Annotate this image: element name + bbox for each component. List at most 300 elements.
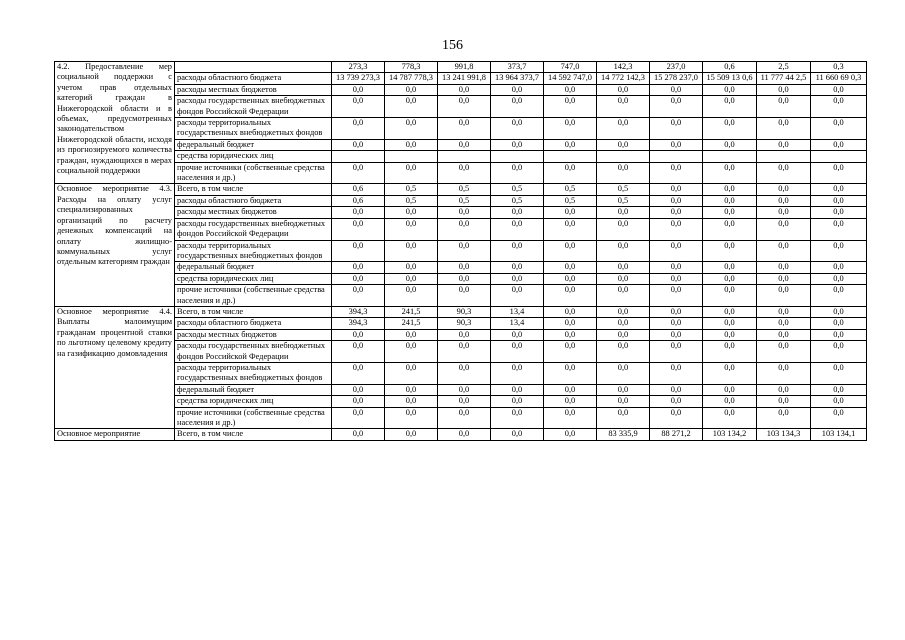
value-cell: 0,0: [597, 362, 650, 384]
value-cell: 0,0: [703, 207, 757, 218]
value-cell: 0,0: [703, 273, 757, 284]
value-cell: 0,0: [650, 273, 703, 284]
value-cell: 103 134,3: [757, 429, 811, 440]
value-cell: 0,0: [597, 329, 650, 340]
value-cell: 0,0: [385, 96, 438, 118]
value-cell: 0,0: [332, 118, 385, 140]
value-cell: 0,0: [757, 162, 811, 184]
value-cell: 0,0: [438, 207, 491, 218]
value-cell: 0,0: [650, 329, 703, 340]
value-cell: [757, 151, 811, 162]
value-cell: [332, 151, 385, 162]
value-cell: 0,0: [385, 362, 438, 384]
value-cell: 0,0: [385, 429, 438, 440]
page-number: 156: [442, 38, 463, 53]
value-cell: 2,5: [757, 62, 811, 73]
table-row: [55, 329, 867, 340]
value-cell: 0,5: [491, 184, 544, 195]
budget-table-body: [55, 62, 867, 441]
value-cell: 0,0: [385, 118, 438, 140]
value-cell: 0,0: [811, 306, 867, 317]
value-cell: 0,0: [385, 285, 438, 307]
value-cell: 0,0: [491, 429, 544, 440]
value-cell: 0,0: [703, 218, 757, 240]
value-cell: 0,0: [650, 318, 703, 329]
table-row: [55, 96, 867, 118]
value-cell: 0,0: [332, 162, 385, 184]
value-cell: [385, 151, 438, 162]
value-cell: 0,6: [332, 195, 385, 206]
funding-source-cell: [175, 62, 332, 73]
value-cell: 0,0: [757, 341, 811, 363]
value-cell: 0,0: [544, 362, 597, 384]
value-cell: 0,0: [385, 341, 438, 363]
value-cell: 0,0: [757, 240, 811, 262]
value-cell: 13 739 273,3: [332, 73, 385, 84]
value-cell: 90,3: [438, 306, 491, 317]
value-cell: 0,0: [491, 139, 544, 150]
table-row: [55, 341, 867, 363]
value-cell: 0,0: [332, 240, 385, 262]
value-cell: 0,5: [385, 184, 438, 195]
value-cell: [650, 151, 703, 162]
value-cell: 0,0: [650, 306, 703, 317]
value-cell: 0,5: [597, 184, 650, 195]
value-cell: 0,0: [811, 162, 867, 184]
value-cell: 0,0: [438, 162, 491, 184]
value-cell: 0,5: [544, 195, 597, 206]
value-cell: 0,0: [491, 341, 544, 363]
value-cell: 0,0: [438, 341, 491, 363]
value-cell: 0,0: [757, 318, 811, 329]
value-cell: 0,0: [650, 84, 703, 95]
value-cell: 0,0: [544, 285, 597, 307]
value-cell: 0,5: [438, 195, 491, 206]
value-cell: 373,7: [491, 62, 544, 73]
value-cell: 0,0: [332, 207, 385, 218]
funding-source-cell: прочие источники (собственные средства населения и др.): [175, 285, 332, 307]
value-cell: 991,8: [438, 62, 491, 73]
value-cell: 0,5: [491, 195, 544, 206]
value-cell: 0,0: [757, 96, 811, 118]
table-row: [55, 84, 867, 95]
value-cell: 0,0: [811, 341, 867, 363]
value-cell: 0,0: [597, 118, 650, 140]
value-cell: 0,0: [811, 362, 867, 384]
funding-source-cell: средства юридических лиц: [175, 273, 332, 284]
value-cell: 0,0: [703, 118, 757, 140]
value-cell: 0,0: [650, 362, 703, 384]
budget-table: [54, 61, 867, 441]
table-row: [55, 396, 867, 407]
value-cell: 0,0: [438, 396, 491, 407]
value-cell: 0,0: [385, 384, 438, 395]
value-cell: 0,0: [650, 384, 703, 395]
value-cell: 0,0: [597, 396, 650, 407]
value-cell: 0,0: [491, 162, 544, 184]
value-cell: 0,0: [811, 96, 867, 118]
value-cell: 0,0: [597, 240, 650, 262]
value-cell: 0,0: [703, 362, 757, 384]
value-cell: 0,0: [703, 285, 757, 307]
value-cell: 0,0: [438, 285, 491, 307]
value-cell: 0,0: [332, 396, 385, 407]
value-cell: 13,4: [491, 306, 544, 317]
value-cell: 0,0: [650, 341, 703, 363]
value-cell: 0,0: [491, 285, 544, 307]
value-cell: 0,0: [544, 273, 597, 284]
funding-source-cell: расходы местных бюджетов: [175, 84, 332, 95]
value-cell: 0,0: [544, 84, 597, 95]
value-cell: 0,0: [544, 207, 597, 218]
value-cell: 0,0: [385, 139, 438, 150]
value-cell: 0,0: [385, 240, 438, 262]
funding-source-cell: расходы государственных внебюджетных фондов Российской Федерации: [175, 341, 332, 363]
value-cell: 0,0: [438, 139, 491, 150]
value-cell: 0,0: [811, 329, 867, 340]
value-cell: 0,0: [650, 396, 703, 407]
value-cell: 0,5: [438, 184, 491, 195]
funding-source-cell: средства юридических лиц: [175, 151, 332, 162]
value-cell: 0,0: [811, 262, 867, 273]
value-cell: 0,0: [491, 407, 544, 429]
value-cell: 83 335,9: [597, 429, 650, 440]
value-cell: 0,0: [811, 207, 867, 218]
value-cell: 0,0: [332, 262, 385, 273]
value-cell: 0,0: [703, 318, 757, 329]
funding-source-cell: прочие источники (собственные средства населения и др.): [175, 162, 332, 184]
value-cell: 0,0: [811, 318, 867, 329]
value-cell: 0,0: [757, 396, 811, 407]
table-row: [55, 262, 867, 273]
value-cell: 142,3: [597, 62, 650, 73]
value-cell: 0,6: [703, 62, 757, 73]
value-cell: 103 134,1: [811, 429, 867, 440]
measure-name-cell: 4.2. Предоставление мер социальной поддержки с учетом прав отдельных категорий граждан в Нижегородской области и в объемах, предусмотренных законодательством Нижегородской области, исходя из прогнозируемого количества граждан, нуждающихся в мерах социальной поддержки: [55, 62, 175, 184]
value-cell: 0,0: [491, 273, 544, 284]
value-cell: 0,0: [385, 273, 438, 284]
value-cell: 0,0: [811, 240, 867, 262]
funding-source-cell: федеральный бюджет: [175, 139, 332, 150]
value-cell: 15 278 237,0: [650, 73, 703, 84]
value-cell: 0,0: [491, 262, 544, 273]
value-cell: 0,0: [757, 306, 811, 317]
value-cell: 0,0: [438, 96, 491, 118]
measure-name-cell: Основное мероприятие: [55, 429, 175, 440]
value-cell: 0,0: [597, 262, 650, 273]
value-cell: 394,3: [332, 306, 385, 317]
value-cell: 0,0: [757, 273, 811, 284]
value-cell: 0,0: [597, 139, 650, 150]
value-cell: 0,0: [597, 273, 650, 284]
table-row: [55, 240, 867, 262]
value-cell: 0,0: [650, 195, 703, 206]
funding-source-cell: федеральный бюджет: [175, 262, 332, 273]
value-cell: 0,0: [650, 262, 703, 273]
value-cell: [438, 151, 491, 162]
value-cell: 0,0: [757, 184, 811, 195]
value-cell: 0,0: [438, 384, 491, 395]
funding-source-cell: расходы государственных внебюджетных фондов Российской Федерации: [175, 96, 332, 118]
value-cell: 0,0: [597, 285, 650, 307]
value-cell: 0,0: [757, 285, 811, 307]
value-cell: 0,0: [385, 218, 438, 240]
value-cell: 0,0: [544, 218, 597, 240]
value-cell: 0,0: [597, 162, 650, 184]
funding-source-cell: прочие источники (собственные средства населения и др.): [175, 407, 332, 429]
value-cell: 13,4: [491, 318, 544, 329]
value-cell: 0,0: [491, 384, 544, 395]
table-row: [55, 318, 867, 329]
value-cell: 0,0: [491, 84, 544, 95]
value-cell: 0,0: [544, 118, 597, 140]
value-cell: 0,0: [438, 429, 491, 440]
value-cell: 0,0: [385, 262, 438, 273]
value-cell: 0,0: [757, 329, 811, 340]
table-row: [55, 184, 867, 195]
funding-source-cell: расходы областного бюджета: [175, 73, 332, 84]
value-cell: 0,0: [438, 407, 491, 429]
value-cell: 0,0: [438, 362, 491, 384]
value-cell: [491, 151, 544, 162]
funding-source-cell: расходы областного бюджета: [175, 195, 332, 206]
table-row: [55, 207, 867, 218]
measure-name-cell: Основное мероприятие 4.3. Расходы на оплату услуг специализированных организаций по расчету денежных компенсаций на оплату жилищно-коммунальных услуг отдельным категориям граждан: [55, 184, 175, 306]
value-cell: 0,0: [757, 362, 811, 384]
value-cell: 0,0: [491, 207, 544, 218]
value-cell: 0,0: [332, 407, 385, 429]
value-cell: 0,0: [438, 118, 491, 140]
value-cell: 90,3: [438, 318, 491, 329]
value-cell: 0,0: [597, 306, 650, 317]
funding-source-cell: Всего, в том числе: [175, 429, 332, 440]
value-cell: 0,0: [491, 240, 544, 262]
value-cell: 394,3: [332, 318, 385, 329]
value-cell: 0,0: [332, 362, 385, 384]
value-cell: 0,0: [757, 195, 811, 206]
value-cell: 0,0: [703, 396, 757, 407]
table-row: [55, 285, 867, 307]
value-cell: 0,0: [650, 96, 703, 118]
value-cell: 0,0: [703, 341, 757, 363]
value-cell: 0,0: [703, 184, 757, 195]
funding-source-cell: расходы местных бюджетов: [175, 329, 332, 340]
value-cell: 0,0: [650, 285, 703, 307]
value-cell: 0,0: [811, 384, 867, 395]
value-cell: 0,0: [757, 384, 811, 395]
table-row: [55, 195, 867, 206]
table-row: [55, 362, 867, 384]
value-cell: 0,0: [385, 396, 438, 407]
value-cell: 11 660 69 0,3: [811, 73, 867, 84]
value-cell: 0,0: [650, 139, 703, 150]
funding-source-cell: расходы территориальных государственных внебюджетных фондов: [175, 240, 332, 262]
value-cell: 0,0: [597, 407, 650, 429]
value-cell: 0,0: [332, 341, 385, 363]
value-cell: 0,0: [438, 262, 491, 273]
table-row: [55, 218, 867, 240]
value-cell: 0,0: [385, 162, 438, 184]
value-cell: 0,0: [650, 218, 703, 240]
value-cell: 0,0: [544, 162, 597, 184]
value-cell: 13 241 991,8: [438, 73, 491, 84]
value-cell: 103 134,2: [703, 429, 757, 440]
value-cell: 241,5: [385, 306, 438, 317]
table-row: [55, 62, 867, 73]
value-cell: 0,0: [811, 184, 867, 195]
value-cell: 0,0: [757, 84, 811, 95]
value-cell: 0,0: [385, 207, 438, 218]
value-cell: 0,0: [703, 384, 757, 395]
value-cell: 0,0: [438, 240, 491, 262]
value-cell: 273,3: [332, 62, 385, 73]
value-cell: [597, 151, 650, 162]
value-cell: 0,0: [703, 240, 757, 262]
value-cell: [811, 151, 867, 162]
value-cell: 0,0: [491, 96, 544, 118]
value-cell: 0,0: [757, 118, 811, 140]
value-cell: 14 772 142,3: [597, 73, 650, 84]
value-cell: 0,0: [703, 139, 757, 150]
value-cell: 0,0: [703, 306, 757, 317]
value-cell: 0,0: [544, 96, 597, 118]
value-cell: 0,0: [757, 139, 811, 150]
value-cell: 0,0: [332, 429, 385, 440]
value-cell: 0,0: [650, 162, 703, 184]
value-cell: 0,0: [703, 407, 757, 429]
funding-source-cell: расходы территориальных государственных внебюджетных фондов: [175, 118, 332, 140]
value-cell: 0,0: [491, 396, 544, 407]
value-cell: 0,0: [703, 84, 757, 95]
value-cell: 0,0: [811, 273, 867, 284]
value-cell: 778,3: [385, 62, 438, 73]
value-cell: 0,0: [597, 84, 650, 95]
value-cell: 0,0: [597, 218, 650, 240]
value-cell: 0,0: [491, 329, 544, 340]
value-cell: 0,0: [438, 273, 491, 284]
value-cell: [544, 151, 597, 162]
value-cell: 0,3: [811, 62, 867, 73]
funding-source-cell: расходы местных бюджетов: [175, 207, 332, 218]
value-cell: 0,0: [491, 362, 544, 384]
value-cell: 0,0: [332, 329, 385, 340]
value-cell: 0,0: [811, 218, 867, 240]
value-cell: 0,0: [757, 407, 811, 429]
value-cell: 0,0: [597, 341, 650, 363]
value-cell: 0,0: [811, 396, 867, 407]
value-cell: 0,0: [650, 240, 703, 262]
value-cell: 0,0: [703, 96, 757, 118]
funding-source-cell: средства юридических лиц: [175, 396, 332, 407]
value-cell: 237,0: [650, 62, 703, 73]
value-cell: 0,0: [811, 407, 867, 429]
value-cell: 0,0: [491, 218, 544, 240]
value-cell: 0,0: [757, 207, 811, 218]
value-cell: 0,0: [544, 396, 597, 407]
value-cell: 0,0: [544, 139, 597, 150]
value-cell: 0,5: [544, 184, 597, 195]
value-cell: 0,5: [597, 195, 650, 206]
value-cell: [703, 151, 757, 162]
value-cell: 0,0: [332, 96, 385, 118]
value-cell: 0,0: [332, 285, 385, 307]
value-cell: 0,0: [385, 407, 438, 429]
table-row: [55, 306, 867, 317]
table-row: [55, 162, 867, 184]
value-cell: 11 777 44 2,5: [757, 73, 811, 84]
value-cell: 0,0: [650, 184, 703, 195]
value-cell: 88 271,2: [650, 429, 703, 440]
value-cell: 0,0: [332, 84, 385, 95]
value-cell: 0,0: [650, 407, 703, 429]
value-cell: 0,0: [597, 384, 650, 395]
table-row: [55, 151, 867, 162]
value-cell: 0,0: [703, 162, 757, 184]
value-cell: 0,0: [811, 118, 867, 140]
table-row: [55, 407, 867, 429]
funding-source-cell: расходы государственных внебюджетных фондов Российской Федерации: [175, 218, 332, 240]
value-cell: 0,0: [757, 218, 811, 240]
value-cell: 0,0: [597, 318, 650, 329]
value-cell: 0,0: [385, 84, 438, 95]
funding-source-cell: Всего, в том числе: [175, 306, 332, 317]
value-cell: 0,0: [811, 195, 867, 206]
table-row: [55, 73, 867, 84]
value-cell: 0,6: [332, 184, 385, 195]
table-row: [55, 139, 867, 150]
funding-source-cell: расходы областного бюджета: [175, 318, 332, 329]
value-cell: 0,0: [650, 207, 703, 218]
value-cell: 0,0: [491, 118, 544, 140]
value-cell: 0,0: [544, 384, 597, 395]
table-row: [55, 273, 867, 284]
measure-name-cell: Основное мероприятие 4.4. Выплаты малоимущим гражданам процентной ставки по льготному целевому кредиту на газификацию домовладения: [55, 306, 175, 428]
value-cell: 0,0: [544, 429, 597, 440]
value-cell: 0,0: [438, 329, 491, 340]
table-row: [55, 429, 867, 440]
funding-source-cell: федеральный бюджет: [175, 384, 332, 395]
value-cell: 0,0: [544, 318, 597, 329]
value-cell: 0,0: [703, 329, 757, 340]
value-cell: 0,0: [650, 118, 703, 140]
value-cell: 0,0: [332, 218, 385, 240]
funding-source-cell: Всего, в том числе: [175, 184, 332, 195]
value-cell: 0,0: [544, 407, 597, 429]
value-cell: 0,0: [544, 341, 597, 363]
value-cell: 0,0: [544, 329, 597, 340]
value-cell: 0,0: [438, 84, 491, 95]
value-cell: 14 787 778,3: [385, 73, 438, 84]
value-cell: 0,0: [544, 240, 597, 262]
value-cell: 13 964 373,7: [491, 73, 544, 84]
value-cell: 0,0: [385, 329, 438, 340]
value-cell: 0,0: [544, 306, 597, 317]
value-cell: 0,0: [811, 285, 867, 307]
value-cell: 0,0: [332, 139, 385, 150]
value-cell: 0,0: [811, 84, 867, 95]
value-cell: 747,0: [544, 62, 597, 73]
value-cell: 0,0: [811, 139, 867, 150]
value-cell: 0,0: [332, 273, 385, 284]
funding-source-cell: расходы территориальных государственных внебюджетных фондов: [175, 362, 332, 384]
table-row: [55, 384, 867, 395]
value-cell: 241,5: [385, 318, 438, 329]
value-cell: 0,0: [597, 207, 650, 218]
value-cell: 0,5: [385, 195, 438, 206]
value-cell: 0,0: [438, 218, 491, 240]
table-row: [55, 118, 867, 140]
value-cell: 0,0: [703, 262, 757, 273]
